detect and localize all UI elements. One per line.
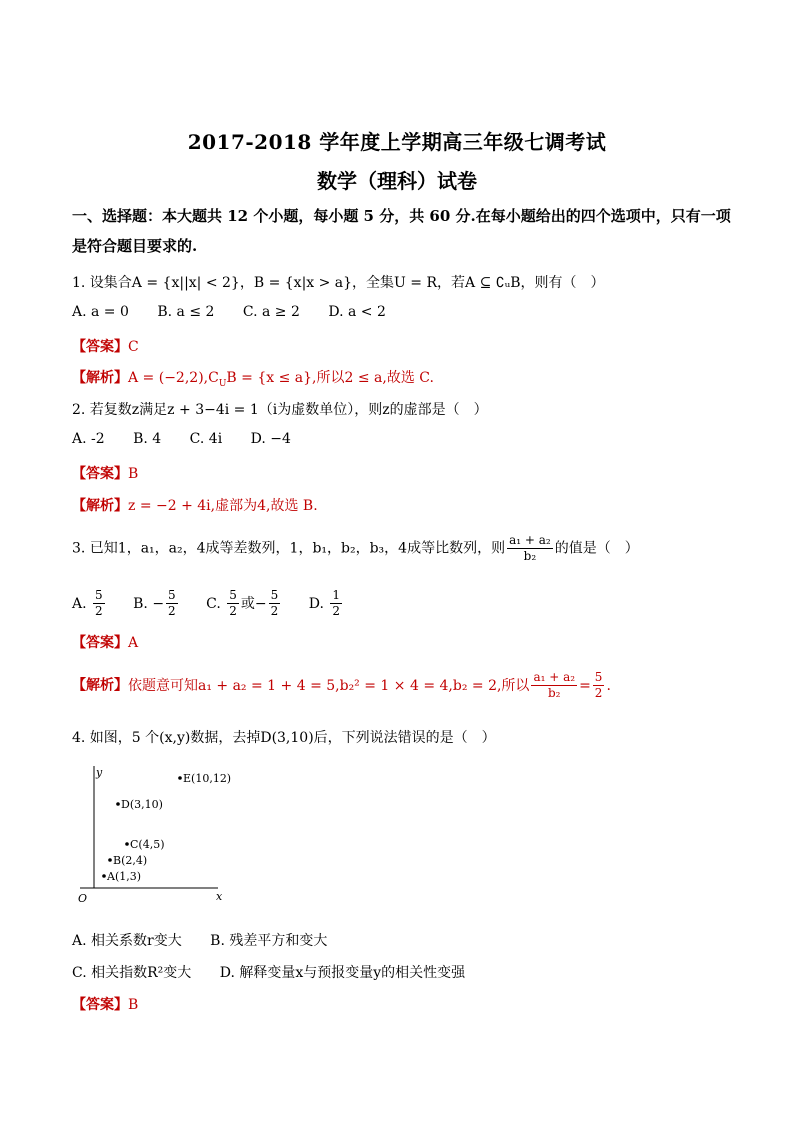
q2-analysis bbox=[72, 495, 318, 515]
analysis-label: 【解析】 bbox=[72, 677, 128, 694]
q4-scatter-figure bbox=[70, 760, 240, 910]
q2-option-c: C. 4i bbox=[189, 431, 223, 447]
scatter-point-label: A(1,3) bbox=[107, 870, 142, 883]
q3-option-b: B. − $\frac{5}{2}$ bbox=[133, 588, 176, 618]
q4-option-c: C. 相关指数R²变大 bbox=[72, 965, 192, 981]
scatter-point-c bbox=[125, 842, 129, 846]
q1-option-c: C. a ≥ 2 bbox=[242, 304, 300, 320]
scatter-point-label: B(2,4) bbox=[113, 854, 148, 867]
q1-answer bbox=[72, 336, 139, 356]
q3-option-c: C. $\frac{5}{2}$ 或− $\frac{5}{2}$ bbox=[206, 588, 279, 618]
q3-analysis-text: 依题意可知a₁ + a₂ = 1 + 4 = 5,b₂² = 1 × 4 = 4,b₂ = 2,所以 $\frac{\text{a₁ + a₂}}{\text{b₂}}$ = $\frac{5}{2}$ . bbox=[128, 670, 611, 700]
section-heading: 一、选择题：本大题共 12 个小题，每小题 5 分，共 60 分.在每小题给出的四个选项中，只有一项是符合题目要求的. bbox=[72, 207, 731, 255]
scatter-point-label: C(4,5) bbox=[130, 838, 165, 851]
q4-options-row1 bbox=[72, 930, 351, 950]
q2-answer bbox=[72, 463, 138, 483]
q3-analysis bbox=[72, 670, 611, 701]
analysis-label: 【解析】 bbox=[72, 498, 128, 514]
q3-stem: 3. 已知1，a₁，a₂，4成等差数列，1，b₁，b₂，b₃，4成等比数列，则 $\frac{\text{a₁ + a₂}}{\text{b₂}}$ 的值是（ ） bbox=[72, 533, 639, 563]
q4-answer-value: B bbox=[128, 997, 139, 1013]
exam-subtitle: 数学（理科）试卷 bbox=[317, 169, 477, 193]
q2-stem: 2. 若复数z满足z + 3−4i = 1（i为虚数单位），则z的虚部是（ ） bbox=[72, 402, 488, 418]
scatter-point-label: E(10,12) bbox=[183, 772, 232, 785]
q4-stem: 4. 如图，5 个(x,y)数据，去掉D(3,10)后，下列说法错误的是（ ） bbox=[72, 730, 496, 746]
q4-option-a: A. 相关系数r变大 bbox=[72, 933, 182, 949]
scatter-point-b bbox=[108, 858, 112, 862]
q3-answer bbox=[72, 632, 138, 652]
q1-options bbox=[72, 304, 410, 320]
scatter-point-e bbox=[178, 776, 182, 780]
answer-label: 【答案】 bbox=[72, 997, 128, 1013]
q3-answer-value: A bbox=[128, 635, 139, 651]
scatter-point-a bbox=[102, 874, 106, 878]
answer-label: 【答案】 bbox=[72, 339, 128, 355]
q3-option-d: D. $\frac{1}{2}$ bbox=[308, 588, 341, 618]
q1-analysis bbox=[72, 367, 434, 389]
q4-answer bbox=[72, 994, 138, 1014]
q2-option-b: B. 4 bbox=[133, 431, 162, 447]
q1-option-a: A. a = 0 bbox=[72, 304, 129, 320]
q4-option-d: D. 解释变量x与预报变量y的相关性变强 bbox=[219, 965, 466, 981]
origin-label: O bbox=[78, 892, 88, 905]
x-axis-label: x bbox=[216, 890, 223, 903]
q1-stem: 1. 设集合A = {x||x| < 2}，B = {x|x > a}，全集U = R，若A ⊆ ∁ᵤB，则有（ ） bbox=[72, 275, 605, 291]
scatter-point-d bbox=[116, 802, 120, 806]
q3-option-a: A. $\frac{5}{2}$ bbox=[72, 588, 103, 618]
answer-label: 【答案】 bbox=[72, 635, 128, 651]
exam-title: 2017-2018 学年度上学期高三年级七调考试 bbox=[187, 130, 607, 154]
q2-analysis-text: z = −2 + 4i,虚部为4,故选 B. bbox=[128, 498, 318, 514]
q1-option-d: D. a < 2 bbox=[328, 304, 386, 320]
y-axis-label: y bbox=[96, 766, 103, 779]
q2-options bbox=[72, 431, 315, 447]
q1-analysis-text: $A = (-2,2),C_UB = \{x \le a\}$,所以2 ≤ a,故选 C. bbox=[128, 370, 434, 389]
q3-stem-fraction: $\frac{\text{a₁ + a₂}}{\text{b₂}}$ bbox=[509, 533, 551, 563]
answer-label: 【答案】 bbox=[72, 466, 128, 482]
q2-answer-value: B bbox=[128, 466, 139, 482]
q3-options bbox=[72, 588, 344, 619]
q4-options-row2 bbox=[72, 962, 489, 982]
q2-option-a: A. -2 bbox=[72, 431, 105, 447]
q1-option-b: B. a ≤ 2 bbox=[157, 304, 215, 320]
q4-option-b: B. 残差平方和变大 bbox=[210, 933, 328, 949]
q2-option-d: D. −4 bbox=[250, 431, 291, 447]
scatter-point-label: D(3,10) bbox=[121, 798, 163, 811]
q1-answer-value: C bbox=[128, 339, 139, 355]
analysis-label: 【解析】 bbox=[72, 370, 128, 386]
